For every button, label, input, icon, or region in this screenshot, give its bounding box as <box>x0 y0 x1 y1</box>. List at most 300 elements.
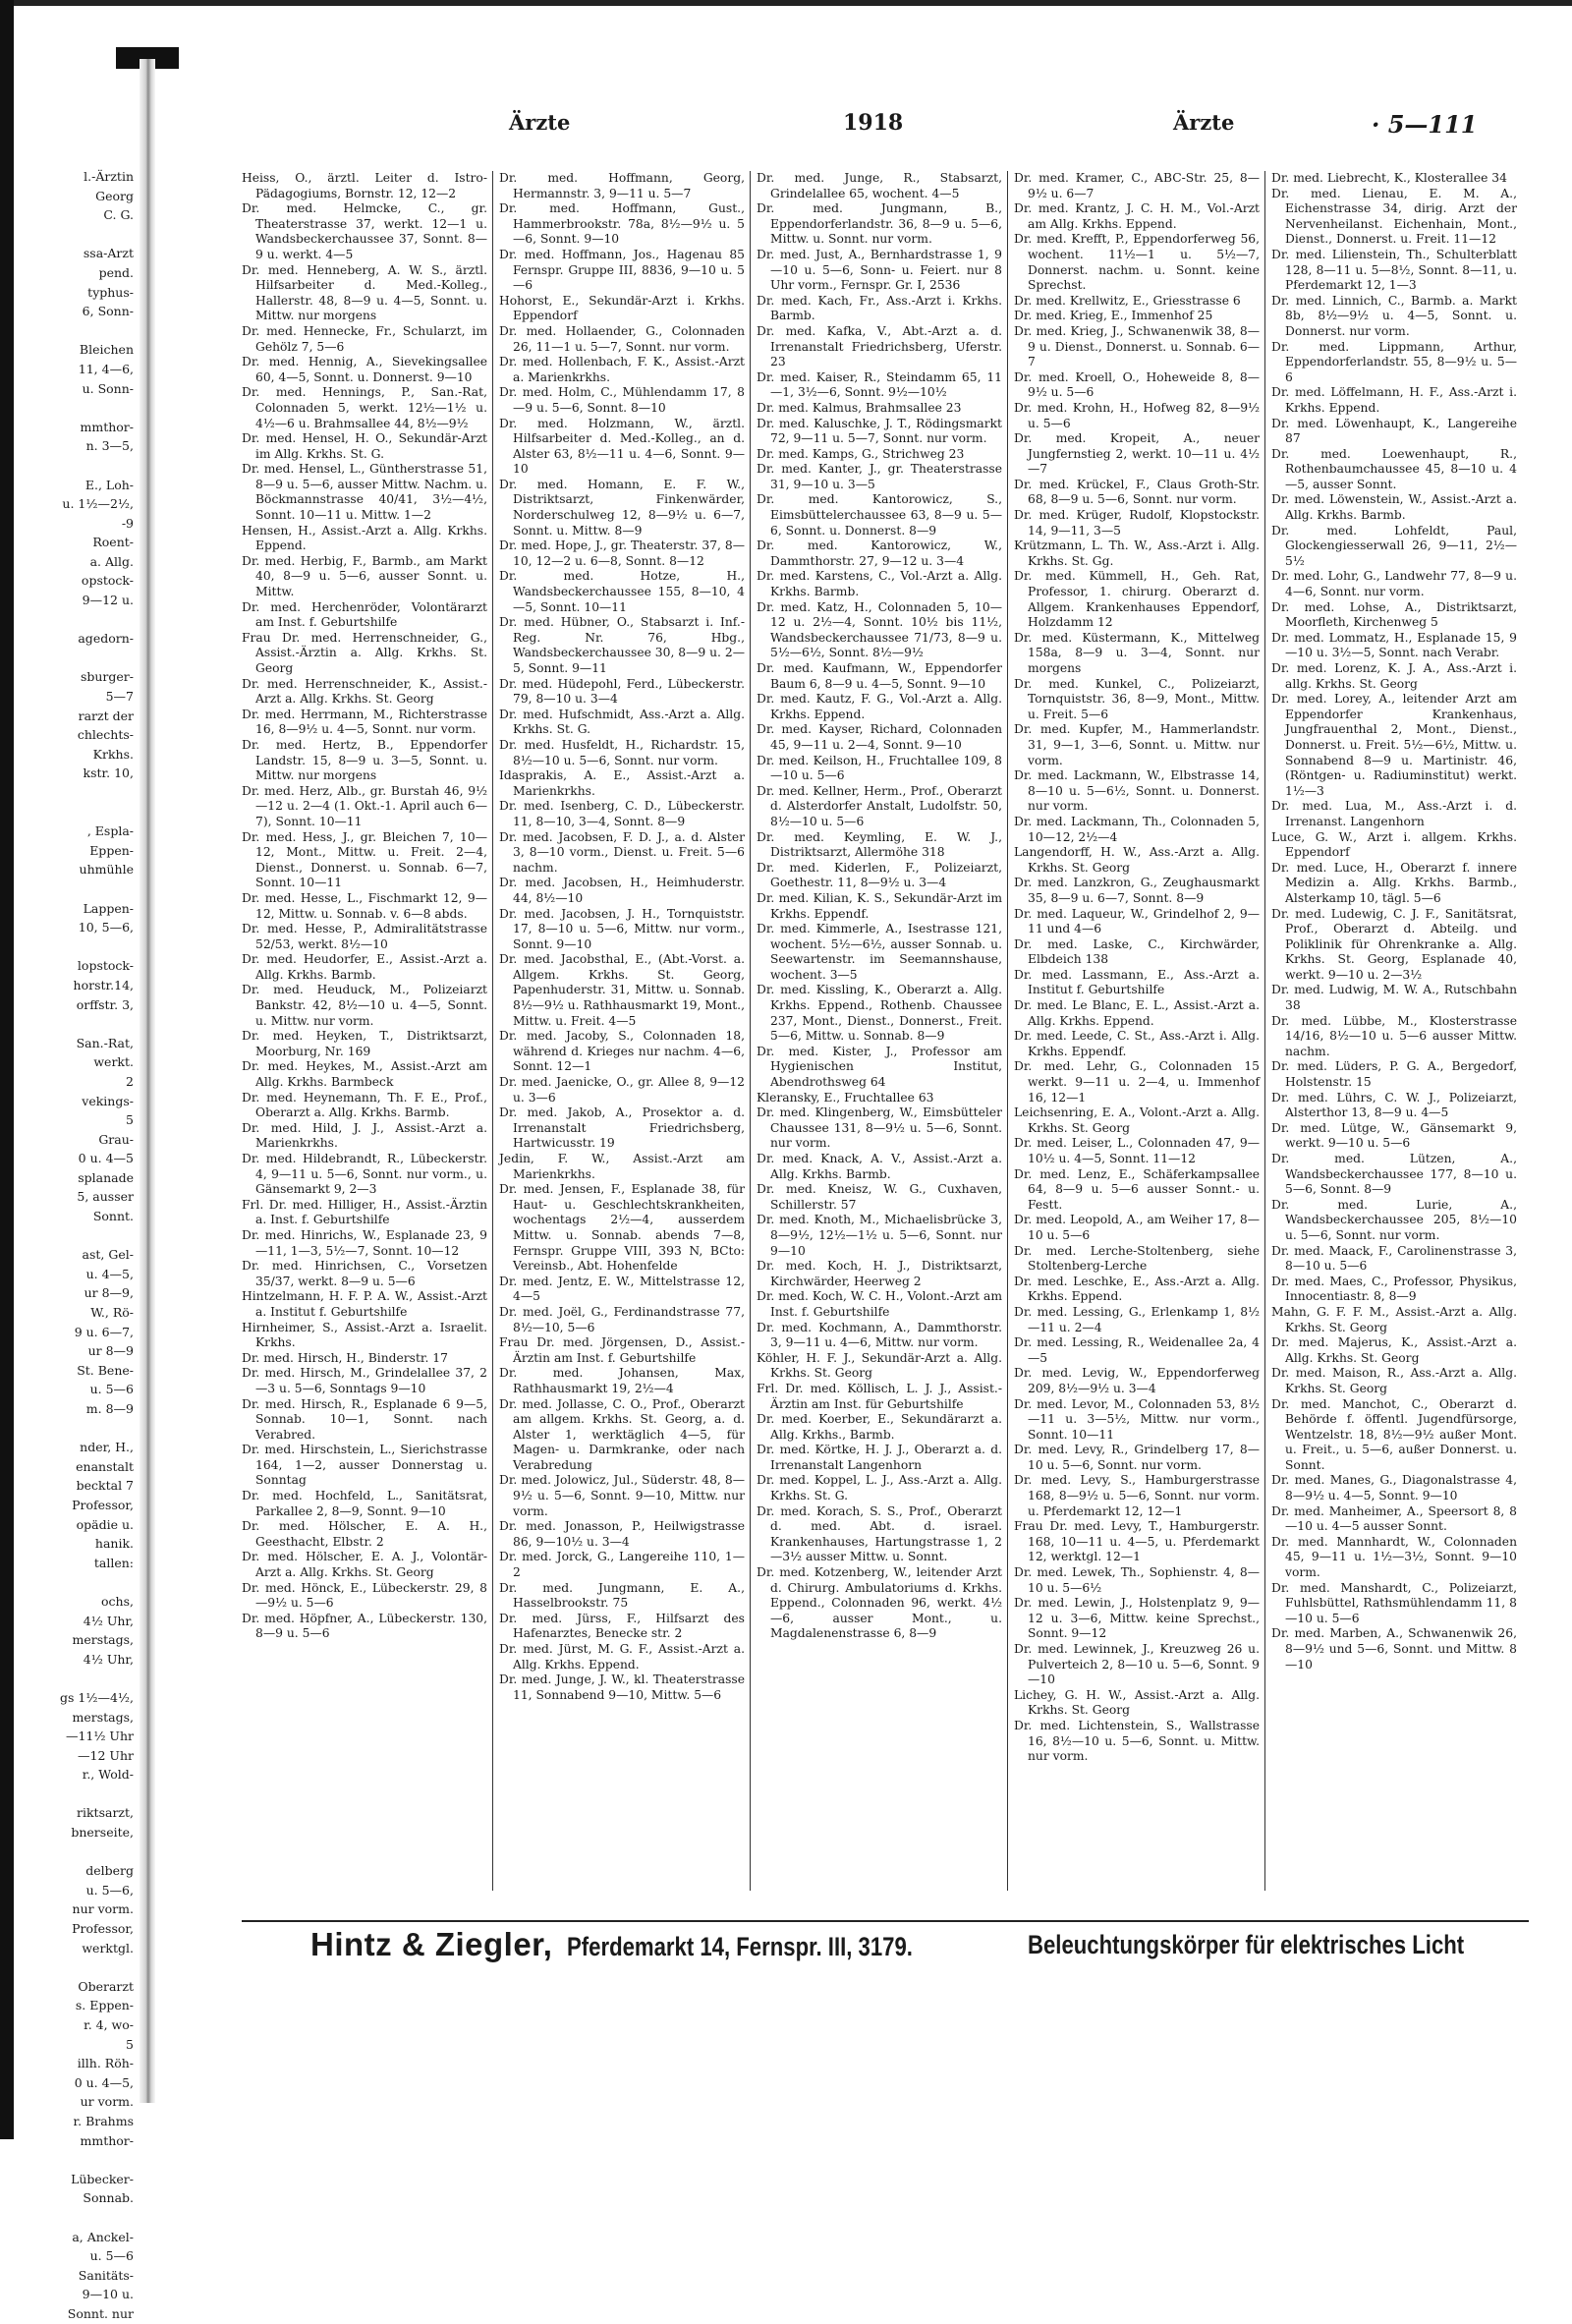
directory-entry: Dr. med. Keymling, E. W. J., Distriktsarzt, Allermöhe 318 <box>757 829 1002 860</box>
directory-entry: Dr. med. Kiderlen, F., Polizeiarzt, Goethestr. 11, 8—9½ u. 3—4 <box>757 860 1002 890</box>
directory-entry: Dr. med. Hollaender, G., Colonnaden 26, 11—1 u. 5—7, Sonnt. nur vorm. <box>499 323 745 354</box>
directory-entry: Dr. med. Hennings, P., San.-Rat, Colonnaden 5, werkt. 12½—1½ u. 4½—6 u. Brahmsallee 44, 8½—9½ <box>242 385 487 430</box>
prev-page-line: u. Sonn- <box>82 380 134 396</box>
directory-entry: Dr. med. Hüdepohl, Ferd., Lübeckerstr. 79, 8—10 u. 3—4 <box>499 676 745 707</box>
prev-page-line: ur vorm. <box>80 2094 134 2110</box>
prev-page-line: l.-Ärztin <box>84 169 134 184</box>
directory-entry: Dr. med. Lerche-Stoltenberg, siehe Stoltenberg-Lerche <box>1014 1243 1260 1274</box>
advertiser-product: Beleuchtungskörper für elektrisches Licht <box>1028 1930 1465 1959</box>
directory-entry: Dr. med. Lilienstein, Th., Schulterblatt 128, 8—11 u. 5—8½, Sonnt. 8—11, u. Pferdemarkt 12, 1—3 <box>1271 247 1517 293</box>
directory-entry: Lichey, G. H. W., Assist.-Arzt a. Allg. Krkhs. St. Georg <box>1014 1687 1260 1718</box>
prev-page-line: Professor, <box>72 1497 134 1512</box>
directory-entry: Dr. med. Ludewig, C. J. F., Sanitätsrat, Prof., Oberarzt d. Abteilg. und Poliklinik für Ohrenkranke a. Allg. Krkhs. St. Georg, Esplanade 40, werkt. 9—10 u. 2—3½ <box>1271 906 1517 982</box>
directory-entry: Dr. med. Koppel, L. J., Ass.-Arzt a. Allg. Krkhs. St. G. <box>757 1473 1002 1503</box>
directory-entry: Dr. med. Jürst, M. G. F., Assist.-Arzt a. Allg. Krkhs. Eppend. <box>499 1642 745 1672</box>
directory-entry: Dr. med. Lessing, R., Weidenallee 2a, 4—5 <box>1014 1335 1260 1365</box>
prev-page-line: 5, ausser <box>77 1189 134 1205</box>
directory-entry: Dr. med. Jensen, F., Esplanade 38, für Haut- u. Geschlechtskrankheiten, wochentags 2½—4, ausserdem Mittw. u. Sonnab. abends 7—8, Fernspr. Gruppe VIII, 393 N, BCto: Vereinsb., Abt. Hohenfelde <box>499 1182 745 1274</box>
directory-entry: Dr. med. Krohn, H., Hofweg 82, 8—9½ u. 5—6 <box>1014 400 1260 430</box>
directory-entry: Dr. med. Maes, C., Professor, Physikus, Innocentiastr. 8, 8—9 <box>1271 1274 1517 1304</box>
prev-page-line: a. Allg. <box>89 553 134 569</box>
directory-entry: Dr. med. Levor, M., Colonnaden 53, 8½—11 u. 3—5½, Mittw. nur vorm., Sonnt. 10—11 <box>1014 1396 1260 1442</box>
directory-entry: Dr. med. Jaenicke, O., gr. Allee 8, 9—12 u. 3—6 <box>499 1075 745 1105</box>
directory-entry: Heiss, O., ärztl. Leiter d. Istro-Pädagogiums, Bornstr. 12, 12—2 <box>242 171 487 200</box>
prev-page-line: 5 <box>126 1112 134 1128</box>
directory-entry: Dr. med. Hertz, B., Eppendorfer Landstr. 15, 8—9 u. 3—5, Sonnt. u. Mittw. nur morgens <box>242 737 487 783</box>
column-divider <box>750 171 751 1891</box>
directory-entry: Dr. med. Hollenbach, F. K., Assist.-Arzt a. Marienkrkhs. <box>499 355 745 384</box>
prev-page-line: 0 u. 4—5, <box>74 2074 134 2090</box>
directory-entry: Dr. med. Leede, C. St., Ass.-Arzt i. Allg. Krkhs. Eppendf. <box>1014 1029 1260 1058</box>
prev-page-line: 6, Sonn- <box>82 304 134 319</box>
directory-entry: Dr. med. Hennecke, Fr., Schularzt, im Gehölz 7, 5—6 <box>242 323 487 354</box>
directory-entry: Dr. med. Lüders, P. G. A., Bergedorf, Holstenstr. 15 <box>1271 1059 1517 1090</box>
prev-page-line: uhmühle <box>79 862 134 878</box>
directory-entry: Dr. med. Lorey, A., leitender Arzt am Eppendorfer Krankenhaus, Jungfrauenthal 2, Mont., Dienst., Donnerst. u. Freit. 5½—6½, Mittw. u. Sonnabend 8—9 u. Martinistr. 46, (Röntgen- u. Radiuminstitut) werkt. 1½—3 <box>1271 692 1517 798</box>
directory-column-4 <box>1014 171 1260 1891</box>
prev-page-line: illh. Röh- <box>77 2056 134 2071</box>
header-year: 1918 <box>843 110 904 136</box>
directory-entry: Dr. med. Krückel, F., Claus Groth-Str. 68, 8—9 u. 5—6, Sonnt. nur vorm. <box>1014 477 1260 507</box>
directory-entry: Dr. med. Jonasson, P., Heilwigstrasse 86, 9—10½ u. 3—4 <box>499 1519 745 1549</box>
prev-page-line: Roent- <box>92 535 134 550</box>
directory-entry: Dr. med. Jacobsen, F. D. J., a. d. Alster 3, 8—10 vorm., Dienst. u. Freit. 5—6 nachm. <box>499 829 745 875</box>
directory-entry: Dr. med. Joël, G., Ferdinandstrasse 77, 8½—10, 5—6 <box>499 1304 745 1334</box>
directory-entry: Dr. med. Löwenstein, W., Assist.-Arzt a. Allg. Krkhs. Barmb. <box>1271 492 1517 523</box>
directory-entry: Köhler, H. F. J., Sekundär-Arzt a. Allg. Krkhs. St. Georg <box>757 1350 1002 1381</box>
prev-page-line: werkt. <box>93 1054 134 1070</box>
directory-entry: Dr. med. Hirschstein, L., Sierichstrasse 164, 1—2, ausser Donnerstag u. Sonntag <box>242 1443 487 1488</box>
directory-entry: Dr. med. Lenz, E., Schäferkampsallee 64, 8—9 u. 5—6 ausser Sonnt.- u. Festt. <box>1014 1166 1260 1212</box>
directory-entry: Dr. med. Kupfer, M., Hammerlandstr. 31, 9—1, 3—6, Sonnt. u. Mittw. nur vorm. <box>1014 722 1260 767</box>
directory-entry: Dr. med. Lewek, Th., Sophienstr. 4, 8—10 u. 5—6½ <box>1014 1565 1260 1595</box>
directory-entry: Dr. med. Lackmann, W., Elbstrasse 14, 8—10 u. 5—6½, Sonnt. u. Donnerst. nur vorm. <box>1014 768 1260 814</box>
directory-entry: Dr. med. Hesse, L., Fischmarkt 12, 9—12, Mittw. u. Sonnab. v. 6—8 abds. <box>242 890 487 921</box>
prev-page-line: horstr.14, <box>73 977 134 992</box>
directory-entry: Dr. med. Hotze, H., Wandsbeckerchaussee 155, 8—10, 4—5, Sonnt. 10—11 <box>499 569 745 614</box>
directory-entry: Dr. med. Knack, A. V., Assist.-Arzt a. Allg. Krkhs. Barmb. <box>757 1152 1002 1181</box>
prev-page-line <box>16 1419 134 1439</box>
directory-entry: Dr. med. Kimmerle, A., Isestrasse 121, wochent. 5½—6½, ausser Sonnab. u. Seewartenstr. im Seemannshause, wochent. 3—5 <box>757 922 1002 982</box>
directory-entry: Frl. Dr. med. Hilliger, H., Assist.-Ärztin a. Inst. f. Geburtshilfe <box>242 1197 487 1227</box>
directory-entry: Dr. med. Heudorfer, E., Assist.-Arzt a. Allg. Krkhs. Barmb. <box>242 952 487 982</box>
prev-page-line: opädie u. <box>76 1516 134 1532</box>
directory-entry: Dr. med. Leiser, L., Colonnaden 47, 9—10½ u. 4—5, Sonnt. 11—12 <box>1014 1136 1260 1165</box>
prev-page-line: gs 1½—4½, <box>60 1689 134 1705</box>
prev-page-line <box>16 803 134 822</box>
directory-entry: Dr. med. Herrenschneider, K., Assist.-Arzt a. Allg. Krkhs. St. Georg <box>242 676 487 707</box>
directory-entry: Dr. med. Marben, A., Schwanenwik 26, 8—9½ und 5—6, Sonnt. und Mittw. 8—10 <box>1271 1626 1517 1672</box>
prev-page-line: 0 u. 4—5 <box>78 1151 134 1166</box>
directory-entry: Dr. med. Lua, M., Ass.-Arzt i. d. Irrenanst. Langenhorn <box>1271 799 1517 828</box>
prev-page-line: r. Brahms <box>73 2113 134 2128</box>
directory-entry: Dr. med. Lienau, E. M. A., Eichenstrasse 34, dirig. Arzt der Nervenheilanst. Eichenhain, Mont., Dienst., Donnerst. u. Freit. 11—12 <box>1271 186 1517 247</box>
directory-entry: Dr. med. Heykes, M., Assist.-Arzt am Allg. Krkhs. Barmbeck <box>242 1059 487 1090</box>
directory-entry: Dr. med. Liebrecht, K., Klosterallee 34 <box>1271 171 1507 185</box>
prev-page-line: u. 5—6, <box>85 1882 134 1898</box>
prev-page-line: u. 5—6 <box>89 2248 134 2264</box>
prev-page-line: 4½ Uhr, <box>83 1613 134 1628</box>
prev-page-line: hanik. <box>94 1536 134 1552</box>
directory-entry: Dr. med. Lassmann, E., Ass.-Arzt a. Institut f. Geburtshilfe <box>1014 967 1260 997</box>
directory-entry: Dr. med. Kantorowicz, S., Eimsbüttelerchaussee 63, 8—9 u. 5—6, Sonnt. u. Donnerst. 8—9 <box>757 492 1002 538</box>
prev-page-line <box>16 937 134 957</box>
directory-entry: Dr. med. Heynemann, Th. F. E., Prof., Oberarzt a. Allg. Krkhs. Barmb. <box>242 1090 487 1120</box>
directory-entry: Dr. med. Keilson, H., Fruchtallee 109, 8—10 u. 5—6 <box>757 753 1002 783</box>
directory-entry: Dr. med. Lewinnek, J., Kreuzweg 26 u. Pulverteich 2, 8—10 u. 5—6, Sonnt. 9—10 <box>1014 1642 1260 1687</box>
prev-page-line: W., Rö- <box>90 1305 134 1321</box>
directory-entry: Dr. med. Hild, J. J., Assist.-Arzt a. Marienkrkhs. <box>242 1120 487 1151</box>
directory-entry: Dr. med. Junge, J. W., kl. Theaterstrasse 11, Sonnabend 9—10, Mittw. 5—6 <box>499 1672 745 1702</box>
prev-page-line: enanstalt <box>76 1458 134 1474</box>
prev-page-line: San.-Rat, <box>76 1035 134 1050</box>
directory-entry: Dr. med. Lanzkron, G., Zeughausmarkt 35, 8—9 u. 6—7, Sonnt. 8—9 <box>1014 876 1260 905</box>
prev-page-line: Grau- <box>98 1131 134 1147</box>
directory-entry: Dr. med. Manes, G., Diagonalstrasse 4, 8—9½ u. 4—5, Sonnt. 9—10 <box>1271 1473 1517 1503</box>
directory-entry: Dr. med. Hübner, O., Stabsarzt i. Inf.-Reg. Nr. 76, Hbg., Wandsbeckerchaussee 30, 8—9 u. 2—5, Sonnt. 9—11 <box>499 615 745 675</box>
directory-entry: Dr. med. Lorenz, K. J. A., Ass.-Arzt i. allg. Krkhs. St. Georg <box>1271 661 1517 691</box>
prev-page-line <box>16 398 134 418</box>
directory-entry: Dr. med. Lübbe, M., Klosterstrasse 14/16, 8½—10 u. 5—6 ausser Mittw. nachm. <box>1271 1013 1517 1058</box>
directory-entry: Dr. med. Lohfeldt, Paul, Glockengiesserwall 26, 9—11, 2½—5½ <box>1271 523 1517 568</box>
directory-entry: Dr. med. Laske, C., Kirchwärder, Elbdeich 138 <box>1014 936 1260 967</box>
prev-page-line: Sonnt. nur <box>67 2305 134 2321</box>
directory-entry: Dr. med. Küstermann, K., Mittelweg 158a, 8—9 u. 3—4, Sonnt. nur morgens <box>1014 630 1260 675</box>
directory-entry: Dr. med. Krieg, E., Immenhof 25 <box>1014 309 1213 323</box>
directory-entry: Dr. med. Herz, Alb., gr. Burstah 46, 9½—12 u. 2—4 (1. Okt.-1. April auch 6—7), Sonnt. 10—11 <box>242 783 487 828</box>
directory-entry: Dr. med. Jollasse, C. O., Prof., Oberarzt am allgem. Krkhs. St. Georg, a. d. Alster 1, werktäglich 4—5, für Magen- u. Darmkranke, oder nach Verabredung <box>499 1396 745 1472</box>
directory-entry: Dr. med. Hirsch, H., Binderstr. 17 <box>242 1350 448 1365</box>
prev-page-line <box>16 1785 134 1804</box>
directory-entry: Dr. med. Maison, R., Ass.-Arzt a. Allg. Krkhs. St. Georg <box>1271 1366 1517 1395</box>
directory-entry: Dr. med. Kister, J., Professor am Hygienischen Institut, Abendrothsweg 64 <box>757 1044 1002 1090</box>
directory-entry: Jedin, F. W., Assist.-Arzt am Marienkrkhs. <box>499 1152 745 1181</box>
directory-entry: Dr. med. Henneberg, A. W. S., ärztl. Hilfsarbeiter d. Med.-Kolleg., Hallerstr. 48, 8—9 u. 4—5, Sonnt. u. Mittw. nur morgens <box>242 262 487 323</box>
prev-page-line: merstags, <box>72 1709 134 1725</box>
directory-entry: Dr. med. Hochfeld, L., Sanitätsrat, Parkallee 2, 8—9, Sonnt. 9—10 <box>242 1489 487 1518</box>
book-binding <box>140 59 155 2103</box>
prev-page-line: merstags, <box>72 1632 134 1648</box>
directory-entry: Dr. med. Kramer, C., ABC-Str. 25, 8—9½ u. 6—7 <box>1014 171 1260 200</box>
prev-page-line: , Espla- <box>86 823 134 839</box>
directory-entry: Dr. med. Levy, R., Grindelberg 17, 8—10 u. 5—6, Sonnt. nur vorm. <box>1014 1443 1260 1472</box>
prev-page-line <box>16 2150 134 2170</box>
directory-entry: Dr. med. Junge, R., Stabsarzt, Grindelallee 65, wochent. 4—5 <box>757 171 1002 200</box>
directory-entry: Dr. med. Koch, W. C. H., Volont.-Arzt am Inst. f. Geburtshilfe <box>757 1289 1002 1319</box>
directory-entry: Dr. med. Levy, S., Hamburgerstrasse 168, 8—9½ u. 5—6, Sonnt. nur vorm. u. Pferdemarkt 12, 12—1 <box>1014 1473 1260 1518</box>
prev-page-line: 9—10 u. <box>82 2287 134 2302</box>
directory-entry: Dr. med. Jacoby, S., Colonnaden 18, während d. Krieges nur nachm. 4—6, Sonnt. 12—1 <box>499 1029 745 1074</box>
directory-entry: Dr. med. Johansen, Max, Rathhausmarkt 19, 2½—4 <box>499 1366 745 1395</box>
prev-page-line: typhus- <box>87 284 134 300</box>
directory-entry: Dr. med. Lehr, G., Colonnaden 15 werkt. 9—11 u. 2—4, u. Immenhof 16, 12—1 <box>1014 1059 1260 1105</box>
prev-page-line: lopstock- <box>77 958 134 974</box>
directory-entry: Hensen, H., Assist.-Arzt a. Allg. Krkhs. Eppend. <box>242 523 487 553</box>
directory-entry: Dr. med. Lohr, G., Landwehr 77, 8—9 u. 4—6, Sonnt. nur vorm. <box>1271 569 1517 599</box>
prev-page-line: ochs, <box>101 1593 134 1609</box>
directory-entry: Dr. med. Kellner, Herm., Prof., Oberarzt d. Alsterdorfer Anstalt, Ludolfstr. 50, 8½—10 u. 5—6 <box>757 783 1002 828</box>
directory-entry: Dr. med. Kanter, J., gr. Theaterstrasse 31, 9—10 u. 3—5 <box>757 462 1002 491</box>
advertisement-footer <box>310 1926 1489 1969</box>
directory-entry: Dr. med. Jungmann, E. A., Hasselbrookstr. 75 <box>499 1580 745 1611</box>
directory-entry: Dr. med. Herrmann, M., Richterstrasse 16, 8—9½ u. 4—5, Sonnt. nur vorm. <box>242 707 487 737</box>
prev-page-line <box>16 456 134 476</box>
directory-entry: Dr. med. Heuduck, M., Polizeiarzt Bankstr. 42, 8½—10 u. 4—5, Sonnt. u. Mittw. nur vorm. <box>242 983 487 1028</box>
prev-page-line: Professor, <box>72 1921 134 1937</box>
directory-entry: Dr. med. Krantz, J. C. H. M., Vol.-Arzt am Allg. Krkhs. Eppend. <box>1014 201 1260 231</box>
directory-entry: Dr. med. Katz, H., Colonnaden 5, 10—12 u. 2½—4, Sonnt. 10½ bis 11½, Wandsbeckerchaussee 71/73, 8—9 u. 5½—6½, Sonnt. 8½—9½ <box>757 599 1002 660</box>
prev-page-line: 2 <box>126 1073 134 1089</box>
directory-entry: Dr. med. Lurie, A., Wandsbeckerchaussee 205, 8½—10 u. 5—6, Sonnt. nur vorm. <box>1271 1197 1517 1242</box>
prev-page-line: Eppen- <box>89 842 134 858</box>
prev-page-line: E., Loh- <box>84 477 134 492</box>
directory-entry: Dr. med. Lommatz, H., Esplanade 15, 9—10 u. 3½—5, Sonnt. nach Verabr. <box>1271 630 1517 660</box>
advertiser-name: Hintz & Ziegler, <box>310 1926 553 1962</box>
directory-entry: Dr. med. Klingenberg, W., Eimsbütteler Chaussee 131, 8—9½ u. 5—6, Sonnt. nur vorm. <box>757 1105 1002 1151</box>
directory-entry: Dr. med. Jacobsen, H., Heimhuderstr. 44, 8½—10 <box>499 876 745 905</box>
prev-page-line: Krkhs. <box>92 746 134 762</box>
directory-entry: Dr. med. Hoffmann, Jos., Hagenau 85 Fernspr. Gruppe III, 8836, 9—10 u. 5—6 <box>499 247 745 293</box>
directory-entry: Dr. med. Karstens, C., Vol.-Arzt a. Allg. Krkhs. Barmb. <box>757 569 1002 599</box>
directory-entry: Dr. med. Jentz, E. W., Mittelstrasse 12, 4—5 <box>499 1274 745 1304</box>
prev-page-line: ast, Gel- <box>82 1247 134 1263</box>
directory-entry: Dr. med. Leopold, A., am Weiher 17, 8—10 u. 5—6 <box>1014 1213 1260 1242</box>
prev-page-line: tallen: <box>93 1555 134 1570</box>
directory-entry: Dr. med. Hope, J., gr. Theaterstr. 37, 8—10, 12—2 u. 6—8, Sonnt. 8—12 <box>499 538 745 568</box>
directory-entry: Dr. med. Jacobsthal, E., (Abt.-Vorst. a. Allgem. Krkhs. St. Georg, Papenhuderstr. 31, Mittw. u. Sonnab. 8½—9½ u. Rathhausmarkt 19, Mont., Mittw. u. Freit. 4—5 <box>499 952 745 1028</box>
page-header <box>242 106 1529 142</box>
directory-entry: Dr. med. Krieg, J., Schwanenwik 38, 8—9 u. Dienst., Donnerst. u. Sonnab. 6—7 <box>1014 323 1260 369</box>
directory-entry: Dr. med. Herbig, F., Barmb., am Markt 40, 8—9 u. 5—6, ausser Sonnt. u. Mittw. <box>242 553 487 599</box>
prev-page-line: mmthor- <box>80 419 134 434</box>
prev-page-line: s. Eppen- <box>75 1998 134 2013</box>
prev-page-line: Oberarzt <box>78 1978 134 1994</box>
directory-entry: Dr. med. Herchenröder, Volontärarzt am Inst. f. Geburtshilfe <box>242 599 487 630</box>
directory-entry: Dr. med. Krellwitz, E., Griesstrasse 6 <box>1014 293 1241 308</box>
prev-page-line: opstock- <box>81 573 134 589</box>
prev-page-line: orffstr. 3, <box>76 996 134 1012</box>
prev-page-line: 5 <box>126 2036 134 2052</box>
prev-page-line: u. 5—6 <box>89 1382 134 1397</box>
prev-page-line: C. G. <box>103 207 134 223</box>
directory-entry: Dr. med. Kalmus, Brahmsallee 23 <box>757 400 962 415</box>
directory-entry: Dr. med. Krüger, Rudolf, Klopstockstr. 14, 9—11, 3—5 <box>1014 508 1260 538</box>
prev-page-line: Sonnab. <box>83 2190 134 2206</box>
prev-page-line: 9—12 u. <box>82 593 134 608</box>
directory-entry: Dr. med. Mannhardt, W., Colonnaden 45, 9—11 u. 1½—3½, Sonnt. 9—10 vorm. <box>1271 1534 1517 1580</box>
directory-entry: Dr. med. Hennig, A., Sievekingsallee 60, 4—5, Sonnt. u. Donnerst. 9—10 <box>242 355 487 384</box>
prev-page-line: splanade <box>78 1169 134 1185</box>
directory-entry: Dr. med. Knoth, M., Michaelisbrücke 3, 8—9½, 12½—1½ u. 5—6, Sonnt. nur 9—10 <box>757 1213 1002 1258</box>
prev-page-line <box>16 610 134 630</box>
directory-entry: Dr. med. Kümmell, H., Geh. Rat, Professor, 1. chirurg. Oberarzt d. Allgem. Krankenhauses Eppendorf, Holzdamm 12 <box>1014 569 1260 630</box>
directory-entry: Dr. med. Manshardt, C., Polizeiarzt, Fuhlsbüttel, Rathsmühlendamm 11, 8—10 u. 5—6 <box>1271 1580 1517 1625</box>
directory-entry: Dr. med. Homann, E. F. W., Distriktsarzt, Finkenwärder, Norderschulweg 12, 8—9½ u. 6—7, Sonnt. u. Mittw. 8—9 <box>499 477 745 538</box>
directory-entry: Dr. med. Ludwig, M. W. A., Rutschbahn 38 <box>1271 983 1517 1013</box>
directory-entry: Dr. med. Kunkel, C., Polizeiarzt, Tornquiststr. 36, 8—9, Mont., Mittw. u. Freit. 5—6 <box>1014 676 1260 721</box>
directory-entry: Dr. med. Manchot, C., Oberarzt d. Behörde f. öffentl. Jugendfürsorge, Wentzelstr. 18, 8½—9½ außer Mont. u. Freit., u. 5—6, außer Donnerst. u. Sonnt. <box>1271 1396 1517 1472</box>
directory-entry: Dr. med. Hinrichs, W., Esplanade 23, 9—11, 1—3, 5½—7, Sonnt. 10—12 <box>242 1227 487 1258</box>
directory-entry: Frau Dr. med. Levy, T., Hamburgerstr. 168, 10—11 u. 4—5, u. Pferdemarkt 12, werktgl. 12—1 <box>1014 1519 1260 1564</box>
directory-entry: Dr. med. Jakob, A., Prosektor a. d. Irrenanstalt Friedrichsberg, Hartwicusstr. 19 <box>499 1105 745 1151</box>
prev-page-line: ur 8—9, <box>84 1285 134 1301</box>
directory-page <box>242 106 1529 1993</box>
directory-entry: Dr. med. Lewin, J., Holstenplatz 9, 9—12 u. 3—6, Mittw. keine Sprechst., Sonnt. 9—12 <box>1014 1596 1260 1641</box>
prev-page-line <box>16 1957 134 1977</box>
prev-page-line: 11, 4—6, <box>78 361 134 376</box>
prev-page-line: r., Wold- <box>82 1767 134 1783</box>
directory-entry: Dr. med. Hensel, H. O., Sekundär-Arzt im Allg. Krkhs. St. G. <box>242 431 487 461</box>
directory-entry: Dr. med. Lippmann, Arthur, Eppendorferlandstr. 55, 8—9½ u. 5—6 <box>1271 339 1517 384</box>
directory-entry: Dr. med. Jungmann, B., Eppendorferlandstr. 36, 8—9 u. 5—6, Mittw. u. Sonnt. nur vorm. <box>757 201 1002 247</box>
prev-page-line <box>16 879 134 899</box>
directory-entry: Dr. med. Löffelmann, H. F., Ass.-Arzt i. Krkhs. Eppend. <box>1271 385 1517 415</box>
directory-entry: Dr. med. Just, A., Bernhardstrasse 1, 9—10 u. 5—6, Sonn- u. Feiert. nur 8 Uhr vorm., Fernspr. Gr. I, 2536 <box>757 247 1002 293</box>
prev-page-line: Sonnt. <box>92 1209 134 1224</box>
directory-entry: Dr. med. Lessing, G., Erlenkamp 1, 8½—11 u. 2—4 <box>1014 1304 1260 1334</box>
prev-page-line: Sanitäts- <box>78 2267 134 2283</box>
directory-entry: Dr. med. Jürss, F., Hilfsarzt des Hafenarztes, Benecke str. 2 <box>499 1611 745 1641</box>
directory-entry: Krützmann, L. Th. W., Ass.-Arzt i. Allg. Krkhs. St. Gg. <box>1014 538 1260 568</box>
prev-page-line: 4½ Uhr, <box>83 1651 134 1667</box>
prev-page-line: agedorn- <box>78 631 134 647</box>
directory-entry: Dr. med. Kach, Fr., Ass.-Arzt i. Krkhs. Barmb. <box>757 293 1002 323</box>
directory-entry: Dr. med. Kaufmann, W., Eppendorfer Baum 6, 8—9 u. 4—5, Sonnt. 9—10 <box>757 661 1002 691</box>
directory-entry: Dr. med. Lützen, A., Wandsbeckerchaussee 177, 8—10 u. 5—6, Sonnt. 8—9 <box>1271 1152 1517 1197</box>
directory-entry: Dr. med. Krefft, P., Eppendorferweg 56, wochent. 11½—1 u. 5½—7, Donnerst. nachm. u. Sonnt. keine Sprechst. <box>1014 232 1260 293</box>
directory-entry: Mahn, G. F. F. M., Assist.-Arzt a. Allg. Krkhs. St. Georg <box>1271 1304 1517 1334</box>
scan-edge-top <box>0 0 1572 6</box>
directory-entry: Dr. med. Höpfner, A., Lübeckerstr. 130, 8—9 u. 5—6 <box>242 1611 487 1641</box>
prev-page-line: chlechts- <box>77 727 134 743</box>
advertiser-address: Pferdemarkt 14, Fernspr. III, 3179. <box>567 1932 914 1961</box>
directory-entry: Dr. med. Hufschmidt, Ass.-Arzt a. Allg. Krkhs. St. G. <box>499 707 745 737</box>
directory-entry: Dr. med. Holzmann, W., ärztl. Hilfsarbeiter d. Med.-Kolleg., an d. Alster 63, 8½—11 u. 4—6, Sonnt. 9—10 <box>499 416 745 477</box>
prev-page-line: 9 u. 6—7, <box>74 1324 134 1339</box>
prev-page-line: mmthor- <box>80 2132 134 2148</box>
prev-page-line <box>16 783 134 803</box>
directory-entry: Dr. med. Koerber, E., Sekundärarzt a. Allg. Krkhs., Barmb. <box>757 1412 1002 1442</box>
prev-page-line: 5—7 <box>105 689 134 705</box>
prev-page-line: Bleichen <box>79 342 134 358</box>
directory-entry: Dr. med. Hirsch, R., Esplanade 6 9—5, Sonnab. 10—1, Sonnt. nach Verabred. <box>242 1396 487 1442</box>
directory-entry: Dr. med. Kochmann, A., Dammthorstr. 3, 9—11 u. 4—6, Mittw. nur vorm. <box>757 1320 1002 1350</box>
directory-entry: Hintzelmann, H. F. P. A. W., Assist.-Arzt a. Institut f. Geburtshilfe <box>242 1289 487 1319</box>
directory-entry: Dr. med. Isenberg, C. D., Lübeckerstr. 11, 8—10, 3—4, Sonnt. 8—9 <box>499 799 745 828</box>
previous-page-fragment <box>16 167 134 2321</box>
prev-page-line <box>16 2208 134 2228</box>
directory-entry: Dr. med. Levig, W., Eppendorferweg 209, 8½—9½ u. 3—4 <box>1014 1366 1260 1395</box>
directory-entry: Dr. med. Kaiser, R., Steindamm 65, 11—1, 3½—6, Sonnt. 9½—10½ <box>757 369 1002 400</box>
directory-entry: Dr. med. Hoffmann, Georg, Hermannstr. 3, 9—11 u. 5—7 <box>499 171 745 200</box>
directory-entry: Dr. med. Helmcke, C., gr. Theaterstrasse 37, werkt. 12—1 u. Wandsbeckerchaussee 37, Sonnt. 8—9 u. werkt. 4—5 <box>242 201 487 261</box>
directory-entry: Dr. med. Kamps, G., Strichweg 23 <box>757 446 965 461</box>
directory-entry: Dr. med. Lackmann, Th., Colonnaden 5, 10—12, 2½—4 <box>1014 814 1260 844</box>
directory-entry: Dr. med. Lohse, A., Distriktsarzt, Moorfleth, Kirchenweg 5 <box>1271 599 1517 630</box>
directory-entry: Dr. med. Jacobsen, J. H., Tornquiststr. 17, 8—10 u. 5—6, Mittw. nur vorm., Sonnt. 9—10 <box>499 906 745 951</box>
directory-entry: Dr. med. Manheimer, A., Speersort 8, 8—10 u. 4—5 ausser Sonnt. <box>1271 1503 1517 1534</box>
directory-entry: Frau Dr. med. Herrenschneider, G., Assist.-Ärztin a. Allg. Krkhs. St. Georg <box>242 630 487 675</box>
directory-entry: Dr. med. Loewenhaupt, R., Rothenbaumchaussee 45, 8—10 u. 4—5, ausser Sonnt. <box>1271 446 1517 491</box>
directory-entry: Dr. med. Laqueur, W., Grindelhof 2, 9—11 und 4—6 <box>1014 906 1260 936</box>
prev-page-line <box>16 321 134 341</box>
directory-entry: Dr. med. Kautz, F. G., Vol.-Arzt a. Allg. Krkhs. Eppend. <box>757 692 1002 721</box>
prev-page-line: sburger- <box>80 669 134 685</box>
directory-entry: Dr. med. Leschke, E., Ass.-Arzt a. Allg. Krkhs. Eppend. <box>1014 1274 1260 1304</box>
directory-entry: Dr. med. Hönck, E., Lübeckerstr. 29, 8—9½ u. 5—6 <box>242 1580 487 1611</box>
directory-entry: Dr. med. Kayser, Richard, Colonnaden 45, 9—11 u. 2—4, Sonnt. 9—10 <box>757 722 1002 752</box>
directory-entry: Dr. med. Körtke, H. J. J., Oberarzt a. d. Irrenanstalt Langenhorn <box>757 1443 1002 1472</box>
directory-entry: Dr. med. Lichtenstein, S., Wallstrasse 16, 8½—10 u. 5—6, Sonnt. u. Mittw. nur vorm. <box>1014 1718 1260 1764</box>
directory-entry: Hirnheimer, S., Assist.-Arzt a. Israelit. Krkhs. <box>242 1320 487 1350</box>
directory-entry: Dr. med. Koch, H. J., Distriktsarzt, Kirchwärder, Heerweg 2 <box>757 1259 1002 1288</box>
prev-page-line: u. 1½—2½, <box>62 496 134 512</box>
directory-entry: Dr. med. Maack, F., Carolinenstrasse 3, 8—10 u. 5—6 <box>1271 1243 1517 1274</box>
prev-page-line: St. Bene- <box>77 1362 134 1378</box>
prev-page-line: m. 8—9 <box>85 1401 134 1416</box>
directory-entry: Dr. med. Holm, C., Mühlendamm 17, 8—9 u. 5—6, Sonnt. 8—10 <box>499 385 745 415</box>
directory-entry: Dr. med. Kneisz, W. G., Cuxhaven, Schillerstr. 57 <box>757 1182 1002 1212</box>
directory-entry: Dr. med. Kotzenberg, W., leitender Arzt d. Chirurg. Ambulatoriums d. Krkhs. Eppend., Colonnaden 96, werkt. 4½—6, ausser Mont., u. Magdalenenstrasse 6, 8—9 <box>757 1565 1002 1641</box>
prev-page-line <box>16 1669 134 1688</box>
directory-columns <box>242 171 1529 1891</box>
prev-page-line: r. 4, wo- <box>84 2017 134 2032</box>
prev-page-line: nder, H., <box>80 1440 134 1455</box>
directory-entry: Dr. med. Le Blanc, E. L., Assist.-Arzt a. Allg. Krkhs. Eppend. <box>1014 998 1260 1028</box>
directory-entry: Frau Dr. med. Jörgensen, D., Assist.-Ärztin am Inst. f. Geburtshilfe <box>499 1335 745 1365</box>
column-divider <box>492 171 493 1891</box>
prev-page-line: kstr. 10, <box>83 765 134 781</box>
prev-page-line: ssa-Arzt <box>83 246 134 261</box>
prev-page-line: bnerseite, <box>71 1825 134 1841</box>
prev-page-line: Lübecker- <box>71 2171 134 2186</box>
directory-entry: Dr. med. Kilian, K. S., Sekundär-Arzt im Krkhs. Eppendf. <box>757 890 1002 921</box>
directory-entry: Dr. med. Hildebrandt, R., Lübeckerstr. 4, 9—11 u. 5—6, Sonnt. nur vorm., u. Gänsemarkt 9, 2—3 <box>242 1152 487 1197</box>
footer-rule <box>242 1920 1529 1922</box>
directory-entry: Dr. med. Kantorowicz, W., Dammthorstr. 27, 9—12 u. 3—4 <box>757 538 1002 568</box>
directory-entry: Dr. med. Kissling, K., Oberarzt a. Allg. Krkhs. Eppend., Rothenb. Chaussee 237, Mont., Dienst., Donnerst., Freit. 5—6, Mittw. u. Sonnab. 8—9 <box>757 983 1002 1044</box>
directory-entry: Frl. Dr. med. Köllisch, L. J. J., Assist.-Ärztin am Inst. für Geburtshilfe <box>757 1381 1002 1411</box>
prev-page-line <box>16 1226 134 1246</box>
directory-entry: Dr. med. Hesse, P., Admiralitätstrasse 52/53, werkt. 8½—10 <box>242 922 487 951</box>
prev-page-line: vekings- <box>82 1093 134 1108</box>
prev-page-line: —11½ Uhr <box>65 1729 134 1744</box>
prev-page-line: ur 8—9 <box>87 1343 134 1359</box>
directory-entry: Hohorst, E., Sekundär-Arzt i. Krkhs. Eppendorf <box>499 293 745 323</box>
directory-entry: Idasprakis, A. E., Assist.-Arzt a. Marienkrkhs. <box>499 768 745 798</box>
directory-entry: Dr. med. Linnich, C., Barmb. a. Markt 8b, 8½—9½ u. 4—5, Sonnt. u. Donnerst. nur vorm. <box>1271 293 1517 338</box>
header-section-left: Ärzte <box>509 110 571 135</box>
prev-page-line: n. 3—5, <box>85 438 134 454</box>
prev-page-line: -9 <box>121 515 134 531</box>
prev-page-line: delberg <box>85 1863 134 1879</box>
prev-page-line: Lappen- <box>83 900 134 916</box>
column-divider <box>1264 171 1265 1891</box>
prev-page-line: —12 Uhr <box>78 1747 134 1763</box>
directory-entry: Dr. med. Luce, H., Oberarzt f. innere Medizin a. Allg. Krkhs. Barmb., Alsterkamp 10, tägl. 5—6 <box>1271 860 1517 905</box>
prev-page-line <box>16 225 134 245</box>
directory-entry: Dr. med. Majerus, K., Assist.-Arzt a. Allg. Krkhs. St. Georg <box>1271 1335 1517 1365</box>
directory-entry: Dr. med. Lütge, W., Gänsemarkt 9, werkt. 9—10 u. 5—6 <box>1271 1120 1517 1151</box>
directory-entry: Langendorff, H. W., Ass.-Arzt a. Allg. Krkhs. St. Georg <box>1014 845 1260 875</box>
directory-column-1 <box>242 171 487 1891</box>
prev-page-line: 10, 5—6, <box>78 920 134 935</box>
prev-page-line: a, Anckel- <box>72 2229 134 2244</box>
directory-entry: Dr. med. Hirsch, M., Grindelallee 37, 2—3 u. 5—6, Sonntags 9—10 <box>242 1366 487 1395</box>
directory-entry: Luce, G. W., Arzt i. allgem. Krkhs. Eppendorf <box>1271 829 1517 860</box>
directory-entry: Dr. med. Husfeldt, H., Richardstr. 15, 8½—10 u. 5—6, Sonnt. nur vorm. <box>499 737 745 767</box>
prev-page-line: pend. <box>98 264 134 280</box>
